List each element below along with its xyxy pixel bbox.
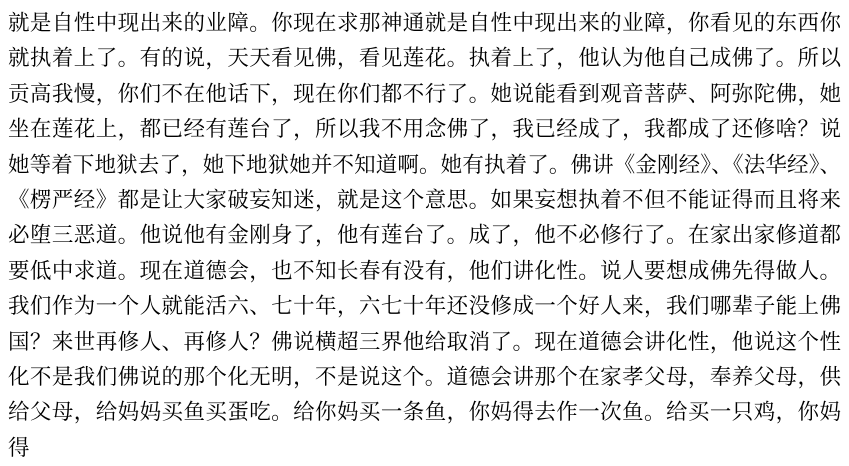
document-body-text: 就是自性中现出来的业障。你现在求那神通就是自性中现出来的业障，你看见的东西你就执着上了。有的说，天天看见佛，看见莲花。执着上了，他认为他自己成佛了。所以贡高我慢，你们不在他话下，现在你们都不行了。她说能看到观音菩萨、阿弥陀佛，她坐在莲花上，都已经有莲台了，所以我不用念佛了，我已经成了，我都成了还修啥？说她等着下地狱去了，她下地狱她并不知道啊。她有执着了。佛讲《金刚经》、《法华经》、《楞严经》都是让大家破妄知迷，就是这个意思。如果妄想执着不但不能证得而且将来必堕三恶道。他说他有金刚身了，他有莲台了。成了，他不必修行了。在家出家修道都要低中求道。现在道德会，也不知长春有没有，他们讲化性。说人要想成佛先得做人。我们作为一个人就能活六、七十年，六七十年还没修成一个好人来，我们哪辈子能上佛国？来世再修人、再修人？佛说横超三界他给取消了。现在道德会讲化性，他说这个性化不是我们佛说的那个化无明，不是说这个。道德会讲那个在家孝父母，奉养父母，供给父母，给妈妈买鱼买蛋吃。给你妈买一条鱼，你妈得去作一次鱼。给买一只鸡，你妈得 [8, 11, 841, 461]
